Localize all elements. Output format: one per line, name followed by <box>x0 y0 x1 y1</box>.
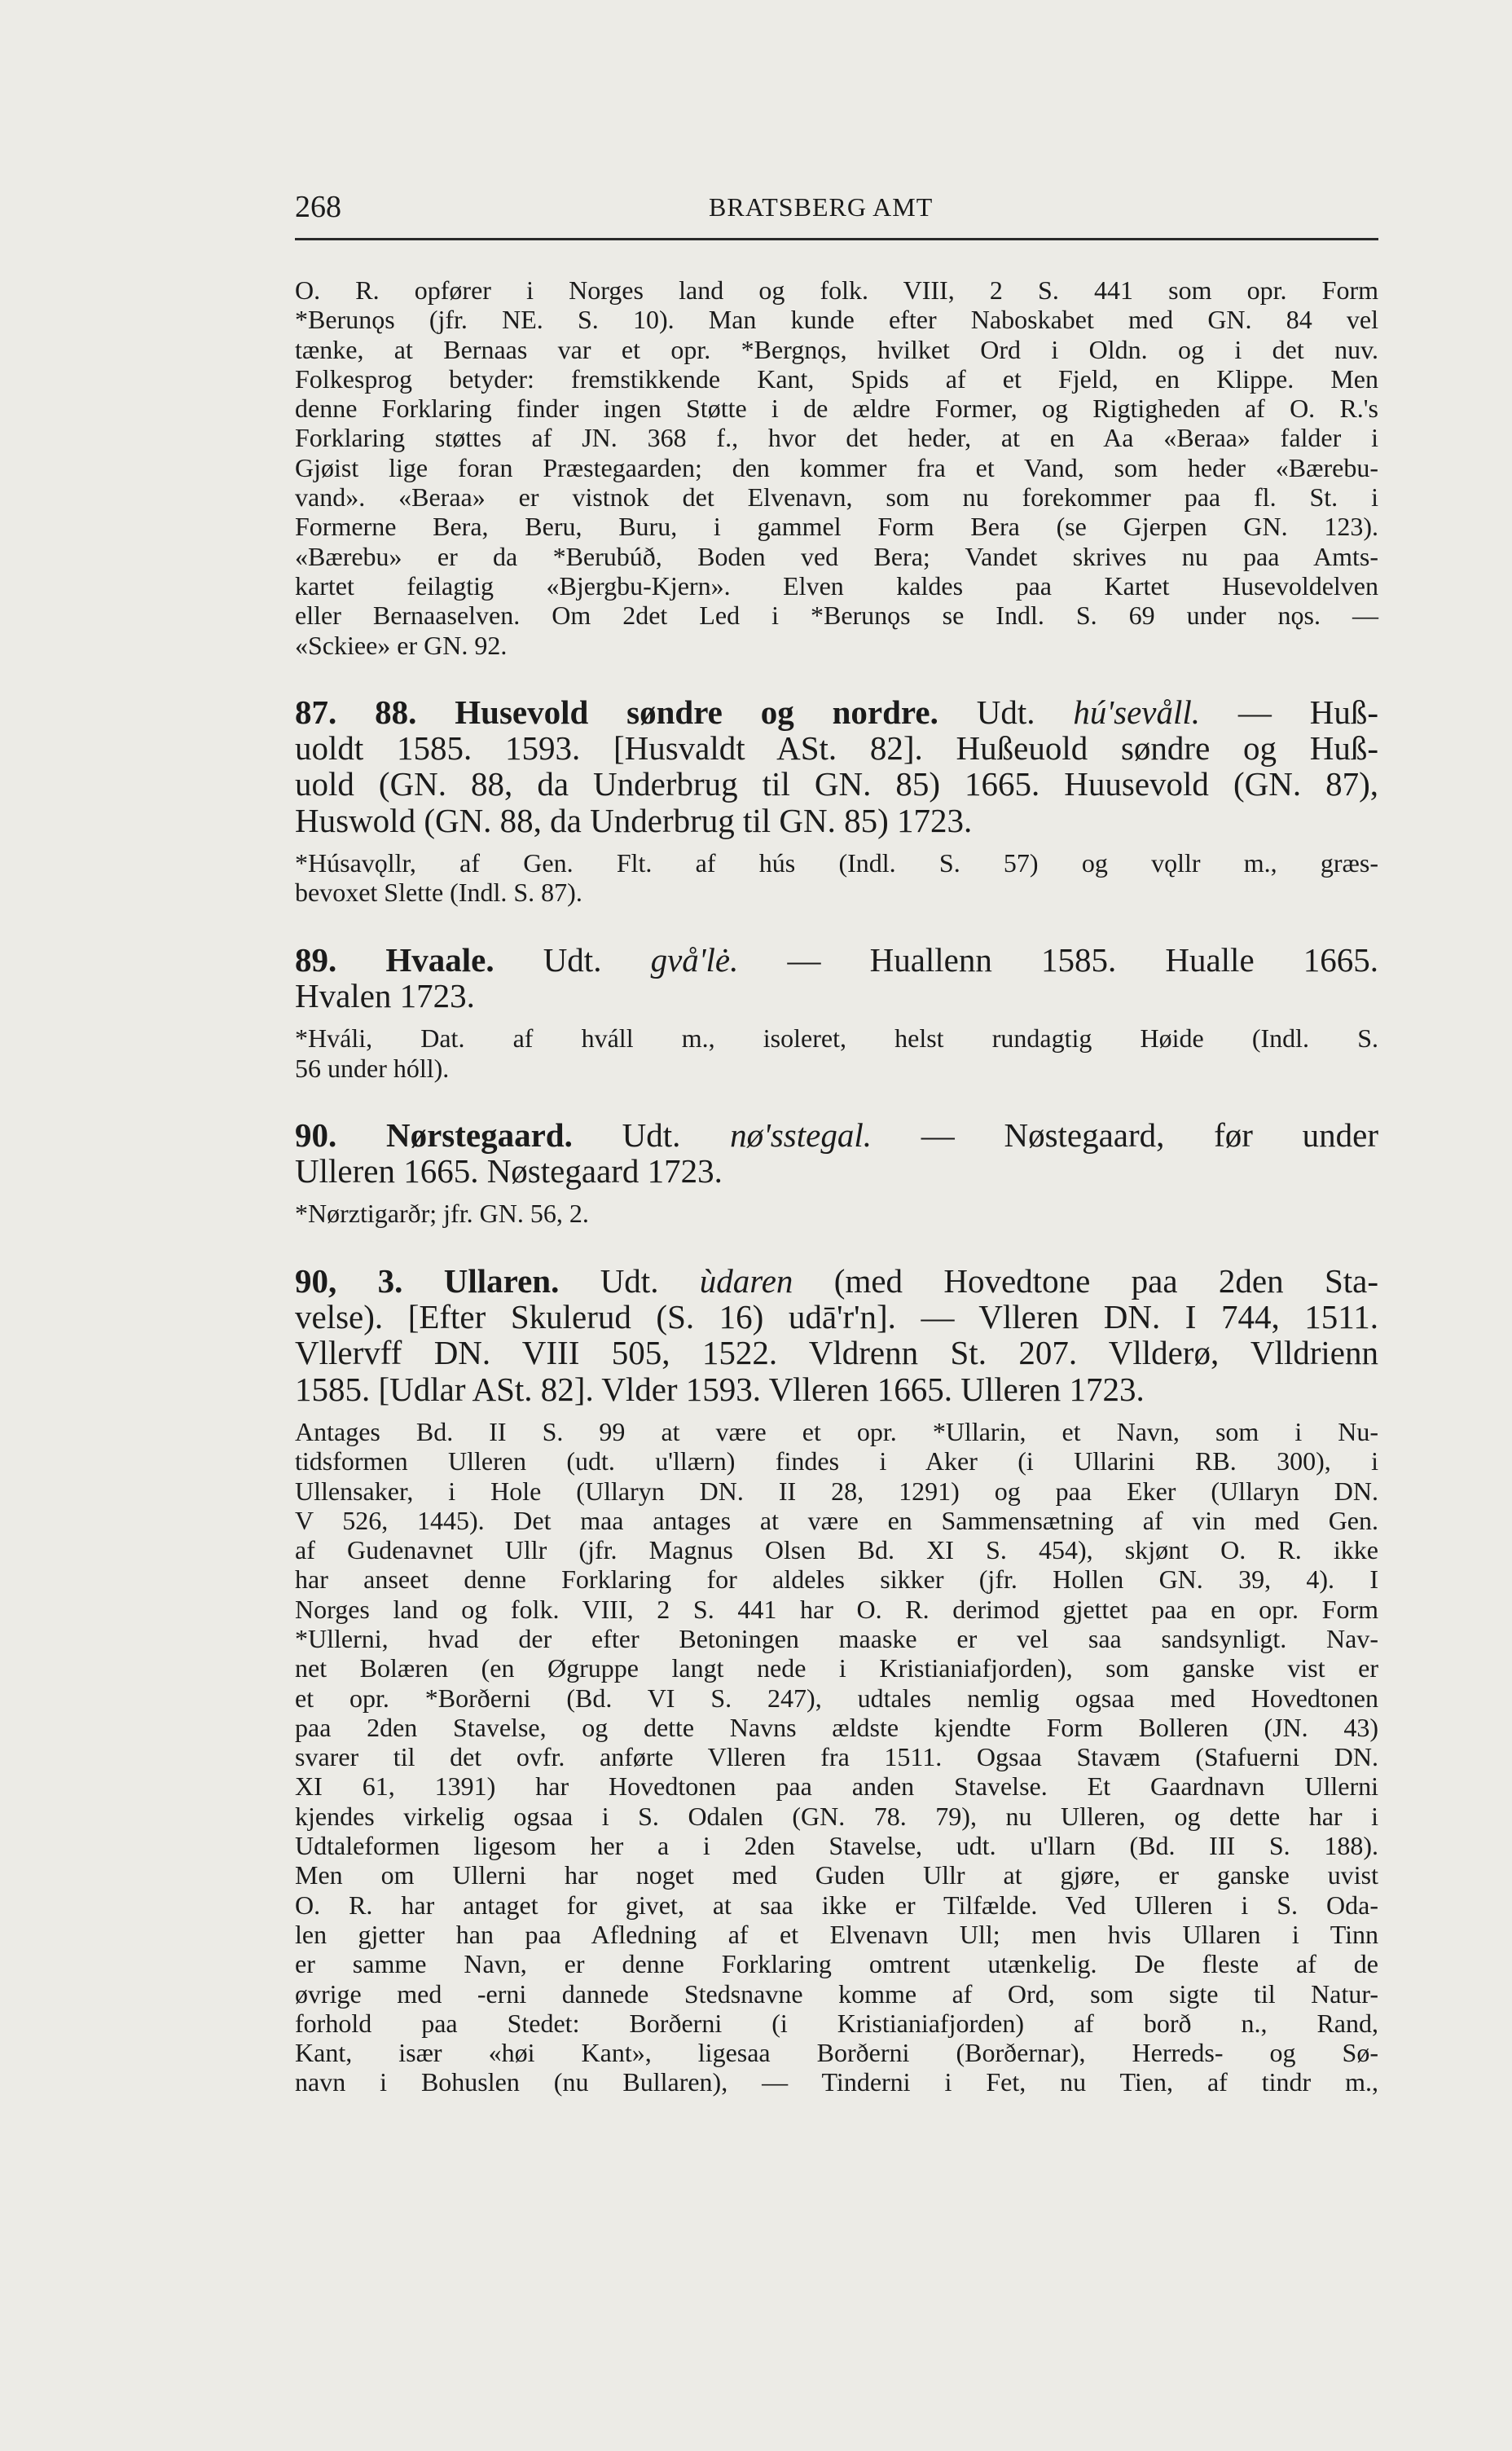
entry-note-line: O. R. har antaget for givet, at saa ikke er Tilfælde. Ved Ulleren i S. Oda- <box>295 1890 1378 1920</box>
entry-forms-line: — Huallenn 1585. Hualle 1665. <box>787 940 1378 979</box>
entry-forms-line: velse). [Efter Skulerud (S. 16) udā'r'n]. — Vlleren DN. I 744, 1511. <box>295 1298 1378 1336</box>
intro-line: «Bærebu» er da *Berubúð, Boden ved Bera; Vandet skrives nu paa Amts- <box>295 541 1378 571</box>
entry-name: Ullaren. <box>443 1261 560 1300</box>
entry-norstegaard <box>295 1117 1378 1229</box>
entry-note-line: Udtaleformen ligesom her a i 2den Stavelse, udt. u'llarn (Bd. III S. 188). <box>295 1831 1378 1861</box>
entry-name: Hvaale. <box>385 940 494 979</box>
entry-pronunciation: nø'sstegal. <box>730 1115 872 1154</box>
entry-number: 90, 3. <box>295 1261 403 1300</box>
entry-note-line: net Bolæren (en Øgruppe langt nede i Kristianiafjorden), som ganske vist er <box>295 1653 1378 1683</box>
entry-ullaren <box>295 1263 1378 2097</box>
entry-number: 89. <box>295 940 337 979</box>
udt-label: Udt. <box>600 1261 659 1300</box>
entry-forms-line: — Huß- <box>1237 693 1379 731</box>
udt-label: Udt. <box>976 693 1035 731</box>
entry-name: Husevold søndre og nordre. <box>455 693 938 731</box>
entry-hvaale <box>295 942 1378 1083</box>
entry-note-line: øvrige med -erni dannede Stedsnavne komme af Ord, som sigte til Natur- <box>295 1978 1378 2009</box>
intro-paragraph <box>295 275 1378 660</box>
entry-forms-line: uold (GN. 88, da Underbrug til GN. 85) 1665. Huusevold (GN. 87), <box>295 765 1378 803</box>
entry-number: 87. 88. <box>295 693 417 731</box>
intro-line: *Berunǫs (jfr. NE. S. 10). Man kunde efter Naboskabet med GN. 84 vel <box>295 305 1378 335</box>
entry-forms-line: Huswold (GN. 88, da Underbrug til GN. 85) 1723. <box>295 801 973 839</box>
entry-forms-line: Hvalen 1723. <box>295 976 475 1014</box>
entry-name: Nørstegaard. <box>385 1115 573 1154</box>
intro-line: Forklaring støttes af JN. 368 f., hvor det heder, at en Aa «Beraa» falder i <box>295 423 1378 453</box>
entry-note-line: Kant, især «høi Kant», ligesaa Borðerni (Borðernar), Herreds- og Sø- <box>295 2038 1378 2068</box>
entry-forms-line: — Nøstegaard, før under <box>921 1115 1379 1154</box>
entry-note-line: *Húsavǫllr, af Gen. Flt. af hús (Indl. S. 57) og vǫllr m., græs- <box>295 848 1378 878</box>
intro-line: kartet feilagtig «Bjergbu-Kjern». Elven kaldes paa Kartet Husevoldelven <box>295 570 1378 601</box>
entry-note-line: forhold paa Stedet: Borðerni (i Kristianiafjorden) af borð n., Rand, <box>295 2008 1378 2038</box>
entry-heading <box>295 1263 1378 1407</box>
entry-note-line: bevoxet Slette (Indl. S. 87). <box>295 878 582 908</box>
intro-line: eller Bernaaselven. Om 2det Led i *Berunǫs se Indl. S. 69 under nǫs. — <box>295 601 1378 631</box>
intro-line: Folkesprog betyder: fremstikkende Kant, Spids af et Fjeld, en Klippe. Men <box>295 363 1378 394</box>
entry-note-line: Norges land og folk. VIII, 2 S. 441 har O. R. derimod gjettet paa en opr. Form <box>295 1594 1378 1624</box>
intro-line: vand». «Beraa» er vistnok det Elvenavn, som nu forekommer paa fl. St. i <box>295 482 1378 513</box>
entry-note-line: tidsformen Ulleren (udt. u'llærn) findes i Aker (i Ullarini RB. 300), i <box>295 1446 1378 1476</box>
entry-forms-line: 1585. [Udlar ASt. 82]. Vlder 1593. Vlleren 1665. Ulleren 1723. <box>295 1370 1145 1408</box>
entry-note-line: V 526, 1445). Det maa antages at være en Sammensætning af vin med Gen. <box>295 1505 1378 1535</box>
entry-notes <box>295 848 1378 908</box>
entry-note-line: Antages Bd. II S. 99 at være et opr. *Ullarin, et Navn, som i Nu- <box>295 1416 1378 1446</box>
page-header <box>295 186 1378 240</box>
entry-heading <box>295 694 1378 838</box>
entry-note-line: *Hváli, Dat. af hváll m., isoleret, helst rundagtig Høide (Indl. S. <box>295 1023 1378 1054</box>
entry-note-line: har anseet denne Forklaring for aldeles sikker (jfr. Hollen GN. 39, 4). I <box>295 1564 1378 1595</box>
entry-note-line: 56 under hóll). <box>295 1053 450 1083</box>
entry-forms-line: Ulleren 1665. Nøstegaard 1723. <box>295 1152 723 1190</box>
entry-number: 90. <box>295 1115 337 1154</box>
entry-forms-line: (med Hovedtone paa 2den Sta- <box>833 1261 1379 1300</box>
udt-label: Udt. <box>622 1115 681 1154</box>
udt-label: Udt. <box>543 940 602 979</box>
page-body <box>295 275 1378 2097</box>
entry-forms-line: Vllervff DN. VIII 505, 1522. Vldrenn St. 207. Vllderø, Vlldrienn <box>295 1334 1378 1372</box>
intro-line: tænke, at Bernaas var et opr. *Bergnǫs, hvilket Ord i Oldn. og i det nuv. <box>295 334 1378 364</box>
intro-line: Formerne Bera, Beru, Buru, i gammel Form Bera (se Gjerpen GN. 123). <box>295 512 1378 542</box>
entry-forms-line: uoldt 1585. 1593. [Husvaldt ASt. 82]. Hußeuold søndre og Huß- <box>295 729 1378 768</box>
entry-pronunciation: ùdaren <box>699 1261 793 1300</box>
entry-note-line: len gjetter han paa Afledning af et Elvenavn Ull; men hvis Ullaren i Tinn <box>295 1919 1378 1949</box>
entry-note-line: et opr. *Borðerni (Bd. VI S. 247), udtales nemlig ogsaa med Hovedtonen <box>295 1683 1378 1713</box>
entry-notes <box>295 1417 1378 2097</box>
entry-note-line: kjendes virkelig ogsaa i S. Odalen (GN. 78. 79), nu Ulleren, og dette har i <box>295 1801 1378 1831</box>
entry-note-line: af Gudenavnet Ullr (jfr. Magnus Olsen Bd. XI S. 454), skjønt O. R. ikke <box>295 1535 1378 1565</box>
entry-note-line: XI 61, 1391) har Hovedtonen paa anden Stavelse. Et Gaardnavn Ullerni <box>295 1771 1378 1802</box>
entry-pronunciation: hú'sevåll. <box>1073 693 1200 731</box>
entry-note-line: navn i Bohuslen (nu Bullaren), — Tinderni i Fet, nu Tien, af tindr m., <box>295 2067 1378 2097</box>
intro-line: denne Forklaring finder ingen Støtte i de ældre Former, og Rigtigheden af O. R.'s <box>295 394 1378 424</box>
entry-pronunciation: gvå'lė. <box>650 940 739 979</box>
entry-heading <box>295 942 1378 1014</box>
intro-line: O. R. opfører i Norges land og folk. VIII, 2 S. 441 som opr. Form <box>295 275 1378 305</box>
entry-note-line: er samme Navn, er denne Forklaring omtrent utænkelig. De fleste af de <box>295 1949 1378 1979</box>
entry-heading <box>295 1117 1378 1190</box>
running-head: BRATSBERG AMT <box>709 192 934 222</box>
entry-note-line: Men om Ullerni har noget med Guden Ullr at gjøre, er ganske uvist <box>295 1860 1378 1890</box>
page-number: 268 <box>295 190 341 224</box>
intro-line: Gjøist lige foran Præstegaarden; den kommer fra et Vand, som heder «Bærebu- <box>295 452 1378 482</box>
entry-note-line: Ullensaker, i Hole (Ullaryn DN. II 28, 1291) og paa Eker (Ullaryn DN. <box>295 1476 1378 1506</box>
entry-notes <box>295 1199 1378 1228</box>
entry-husevold <box>295 694 1378 908</box>
entry-notes <box>295 1023 1378 1083</box>
intro-line: «Sckiee» er GN. 92. <box>295 630 508 660</box>
entry-note-line: paa 2den Stavelse, og dette Navns ældste kjendte Form Bolleren (JN. 43) <box>295 1712 1378 1742</box>
entry-note-line: *Nørztigarðr; jfr. GN. 56, 2. <box>295 1199 589 1229</box>
entry-note-line: svarer til det ovfr. anførte Vlleren fra 1511. Ogsaa Stavæm (Stafuerni DN. <box>295 1742 1378 1772</box>
entry-note-line: *Ullerni, hvad der efter Betoningen maaske er vel saa sandsynligt. Nav- <box>295 1623 1378 1653</box>
